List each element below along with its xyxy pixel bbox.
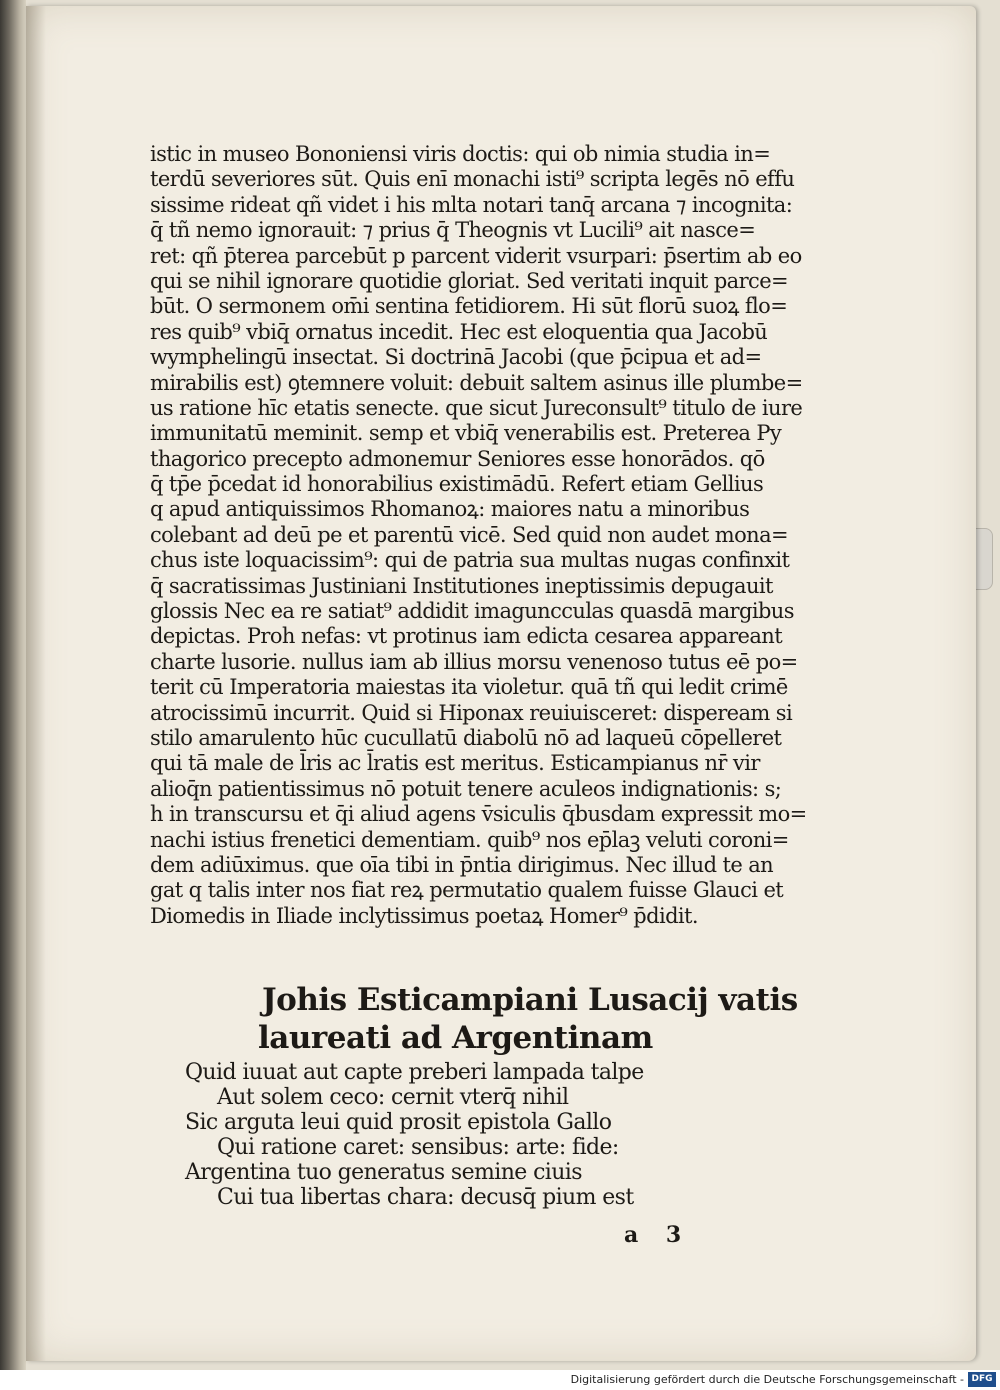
body-line: terit cū Imperatoria maiestas ita violetur. quā tñ qui ledit crimē bbox=[150, 675, 788, 700]
verse-line: Cui tua libertas chara: decusq̄ pium est bbox=[217, 1185, 634, 1210]
funding-credit: Digitalisierung gefördert durch die Deutsche Forschungsgemeinschaft - bbox=[570, 1373, 964, 1386]
body-line: glossis Nec ea re satiat⁹ addidit imaguncculas quasdā margibus bbox=[150, 599, 794, 624]
verse-line: Qui ratione caret: sensibus: arte: fide: bbox=[217, 1135, 619, 1160]
verse-heading-line-1: Johis Esticampiani Lusacij vatis bbox=[262, 982, 798, 1018]
body-line: q apud antiquissimos Rhomanoꝝ: maiores natu a minoribus bbox=[150, 497, 750, 522]
verse-heading-line-2: laureati ad Argentinam bbox=[258, 1020, 653, 1056]
verse-line: Quid iuuat aut capte preberi lampada talpe bbox=[185, 1060, 644, 1085]
body-line: q̄ tñ nemo ignorauit: ⁊ prius q̄ Theognis vt Lucili⁹ ait nasce= bbox=[150, 218, 756, 243]
body-line: thagorico precepto admonemur Seniores esse honorādos. qō bbox=[150, 446, 765, 471]
body-line: ret: qñ p̄terea parcebūt p parcent viderit vsurpari: p̄sertim ab eo bbox=[150, 243, 802, 268]
body-line: chus iste loquacissim⁹: qui de patria sua multas nugas confinxit bbox=[150, 548, 790, 573]
body-line: h in transcursu et q̄i aliud agens v̄siculis q̄busdam expressit mo= bbox=[150, 802, 807, 827]
footer-bar bbox=[0, 1370, 1000, 1390]
body-line: Diomedis in Iliade inclytissimus poetaꝝ Homer⁹ p̄didit. bbox=[150, 903, 698, 928]
body-text bbox=[150, 142, 830, 929]
verse-line: Argentina tuo generatus semine ciuis bbox=[185, 1160, 582, 1185]
body-line: atrocissimū incurrit. Quid si Hiponax reuiuisceret: dispeream si bbox=[150, 700, 793, 725]
body-line: us ratione hīc etatis senecte. que sicut Jureconsult⁹ titulo de iure bbox=[150, 395, 803, 420]
body-line: stilo amarulento hūc cucullatū diabolū nō ad laqueū cōpelleret bbox=[150, 725, 782, 750]
body-line: colebant ad deū pe et parentū vicē. Sed quid non audet mona= bbox=[150, 522, 788, 547]
body-line: terdū severiores sūt. Quis enī monachi isti⁹ scripta legēs nō effu bbox=[150, 167, 795, 192]
body-line: q̄ tp̄e p̄cedat id honorabilius existimādū. Refert etiam Gellius bbox=[150, 472, 764, 497]
body-line: nachi istius frenetici dementiam. quib⁹ nos ep̄laꝫ veluti coroni= bbox=[150, 827, 789, 852]
body-line: q̄ sacratissimas Justiniani Institutiones ineptissimis depugauit bbox=[150, 573, 773, 598]
body-line: sissime rideat qñ videt i his mlta notari tanq̄ arcana ⁊ incognita: bbox=[150, 192, 793, 217]
verse-line: Sic arguta leui quid prosit epistola Gallo bbox=[185, 1110, 612, 1135]
verse-line: Aut solem ceco: cernit vterq̄ nihil bbox=[217, 1085, 569, 1110]
body-line: alioq̄n patientissimus nō potuit tenere aculeos indignationis: s; bbox=[150, 776, 782, 801]
book-spine-edge bbox=[0, 0, 26, 1370]
verse-block bbox=[185, 1060, 685, 1210]
body-line: charte lusorie. nullus iam ab illius morsu venenoso tutus eē po= bbox=[150, 649, 798, 674]
body-line: qui se nihil ignorare quotidie gloriat. Sed veritati inquit parce= bbox=[150, 268, 789, 293]
body-line: mirabilis est) ꝯtemnere voluit: debuit saltem asinus ille plumbe= bbox=[150, 370, 803, 395]
dfg-logo-icon: DFG bbox=[968, 1372, 996, 1387]
body-line: būt. O sermonem om̄i sentina fetidiorem. Hi sūt florū suoꝝ flo= bbox=[150, 294, 788, 319]
body-line: immunitatū meminit. semp et vbiq̄ venerabilis est. Preterea Py bbox=[150, 421, 782, 446]
body-line: qui tā male de l̄ris ac l̄ratis est meritus. Esticampianus nr̄ vir bbox=[150, 751, 760, 776]
body-line: istic in museo Bononiensi viris doctis: qui ob nimia studia in= bbox=[150, 142, 771, 166]
signature-mark: a 3 bbox=[624, 1222, 692, 1248]
gutter-shadow bbox=[26, 6, 46, 1361]
body-line: depictas. Proh nefas: vt protinus iam edicta cesarea appareant bbox=[150, 624, 783, 649]
body-line: dem adiūximus. que oīa tibi in p̄ntia dirigimus. Nec illud te an bbox=[150, 852, 774, 877]
body-line: wymphelingū insectat. Si doctrinā Jacobi (que p̄cipua et ad= bbox=[150, 345, 762, 370]
body-line: res quib⁹ vbiq̄ ornatus incedit. Hec est eloquentia qua Jacobū bbox=[150, 319, 768, 344]
body-line: gat q talis inter nos fiat reꝝ permutatio qualem fuisse Glauci et bbox=[150, 878, 784, 903]
